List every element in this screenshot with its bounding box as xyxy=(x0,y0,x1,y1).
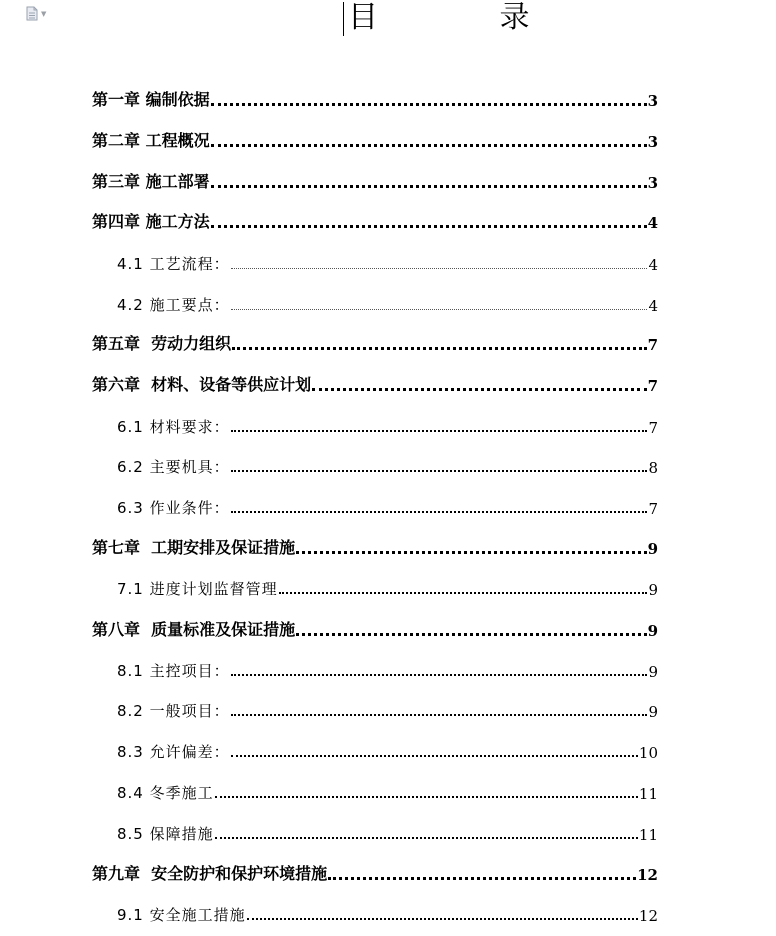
toc-label: 第五章 劳动力组织 xyxy=(92,334,232,353)
toc-leader xyxy=(231,755,638,757)
toc-entry[interactable] xyxy=(92,616,658,640)
toc-label: 6.3 作业条件： xyxy=(117,499,230,517)
toc-label: 8.5 保障措施 xyxy=(117,825,214,843)
toc-leader xyxy=(312,388,646,391)
toc-label: 第二章 工程概况 xyxy=(92,131,210,150)
toc-page-number: 11 xyxy=(638,785,658,803)
toc-page-number: 12 xyxy=(637,866,658,884)
toc-page-number: 9 xyxy=(648,663,658,681)
toc-entry[interactable] xyxy=(117,291,658,315)
text-cursor xyxy=(343,2,344,36)
toc-leader xyxy=(328,877,636,880)
toc-label: 4.1 工艺流程： xyxy=(117,255,230,273)
toc-page-number: 9 xyxy=(648,581,658,599)
toc-page-number: 12 xyxy=(638,907,658,925)
toc-page-number: 3 xyxy=(647,133,658,151)
toc-entry[interactable] xyxy=(117,820,658,844)
toc-page-number: 4 xyxy=(648,256,658,274)
toc-label: 第八章 质量标准及保证措施 xyxy=(92,620,296,639)
toc-label: 8.4 冬季施工 xyxy=(117,784,214,802)
document-icon[interactable] xyxy=(26,6,46,21)
toc-label: 6.1 材料要求： xyxy=(117,418,230,436)
toc-leader xyxy=(247,918,638,920)
toc-page-number: 3 xyxy=(647,92,658,110)
toc-label: 8.2 一般项目： xyxy=(117,702,230,720)
page-icon xyxy=(26,6,38,21)
toc-entry[interactable] xyxy=(92,371,658,395)
toc-entry[interactable] xyxy=(117,657,658,681)
toc-entry[interactable] xyxy=(92,86,658,110)
toc-leader xyxy=(231,511,648,513)
toc-page-number: 8 xyxy=(648,459,658,477)
toc-label: 8.3 允许偏差： xyxy=(117,743,230,761)
toc-page-number: 7 xyxy=(648,419,658,437)
toc-entry[interactable] xyxy=(117,697,658,721)
toc-label: 第一章 编制依据 xyxy=(92,90,210,109)
toc-leader xyxy=(211,144,647,147)
toc-label: 第七章 工期安排及保证措施 xyxy=(92,538,296,557)
toc-entry[interactable] xyxy=(92,534,658,558)
toc-leader xyxy=(231,470,648,472)
toc-page-number: 4 xyxy=(648,297,658,315)
toc-entry[interactable] xyxy=(117,494,658,518)
toc-leader xyxy=(232,347,646,350)
toc-label: 第三章 施工部署 xyxy=(92,172,210,191)
toc-leader xyxy=(231,309,648,310)
toc-entry[interactable] xyxy=(117,575,658,599)
toc-entry[interactable] xyxy=(117,413,658,437)
toc-entry[interactable] xyxy=(117,738,658,762)
toc-leader xyxy=(231,268,648,269)
toc-entry[interactable] xyxy=(117,250,658,274)
toc-leader xyxy=(211,185,647,188)
toc-page-number: 9 xyxy=(648,703,658,721)
toc-label: 6.2 主要机具： xyxy=(117,458,230,476)
toc-label: 第四章 施工方法 xyxy=(92,212,210,231)
toc-leader xyxy=(279,592,648,594)
toc-leader xyxy=(231,430,648,432)
chevron-down-icon: ▼ xyxy=(41,9,47,18)
toc-leader xyxy=(211,103,647,106)
toc-label: 8.1 主控项目： xyxy=(117,662,230,680)
toc-entry[interactable] xyxy=(117,779,658,803)
toc-entry[interactable] xyxy=(117,453,658,477)
toc-entry[interactable] xyxy=(92,330,658,354)
page-title: 目 录 xyxy=(348,0,586,35)
toc-page-number: 7 xyxy=(647,377,658,395)
toc-page-number: 9 xyxy=(647,540,658,558)
toc-entry[interactable] xyxy=(92,168,658,192)
toc-label: 9.1 安全施工措施 xyxy=(117,906,246,924)
toc-label: 第六章 材料、设备等供应计划 xyxy=(92,375,312,394)
toc-page-number: 7 xyxy=(648,500,658,518)
toc-leader xyxy=(296,633,646,636)
toc-label: 7.1 进度计划监督管理 xyxy=(117,580,278,598)
toc-page-number: 7 xyxy=(647,336,658,354)
toc-label: 4.2 施工要点： xyxy=(117,296,230,314)
toc-entry[interactable] xyxy=(92,208,658,232)
toc-leader xyxy=(215,837,638,839)
toc-leader xyxy=(231,714,648,716)
toc-page-number: 4 xyxy=(647,214,658,232)
toc-entry[interactable] xyxy=(92,860,658,884)
toc-leader xyxy=(215,796,638,798)
toc-leader xyxy=(296,551,646,554)
toc-page-number: 3 xyxy=(647,174,658,192)
toc-page-number: 10 xyxy=(638,744,658,762)
toc-leader xyxy=(231,674,648,676)
toc-page-number: 11 xyxy=(638,826,658,844)
toc-leader xyxy=(211,225,647,228)
toc-entry[interactable] xyxy=(117,901,658,925)
toc-label: 第九章 安全防护和保护环境措施 xyxy=(92,864,328,883)
toc-page-number: 9 xyxy=(647,622,658,640)
toc-entry[interactable] xyxy=(92,127,658,151)
